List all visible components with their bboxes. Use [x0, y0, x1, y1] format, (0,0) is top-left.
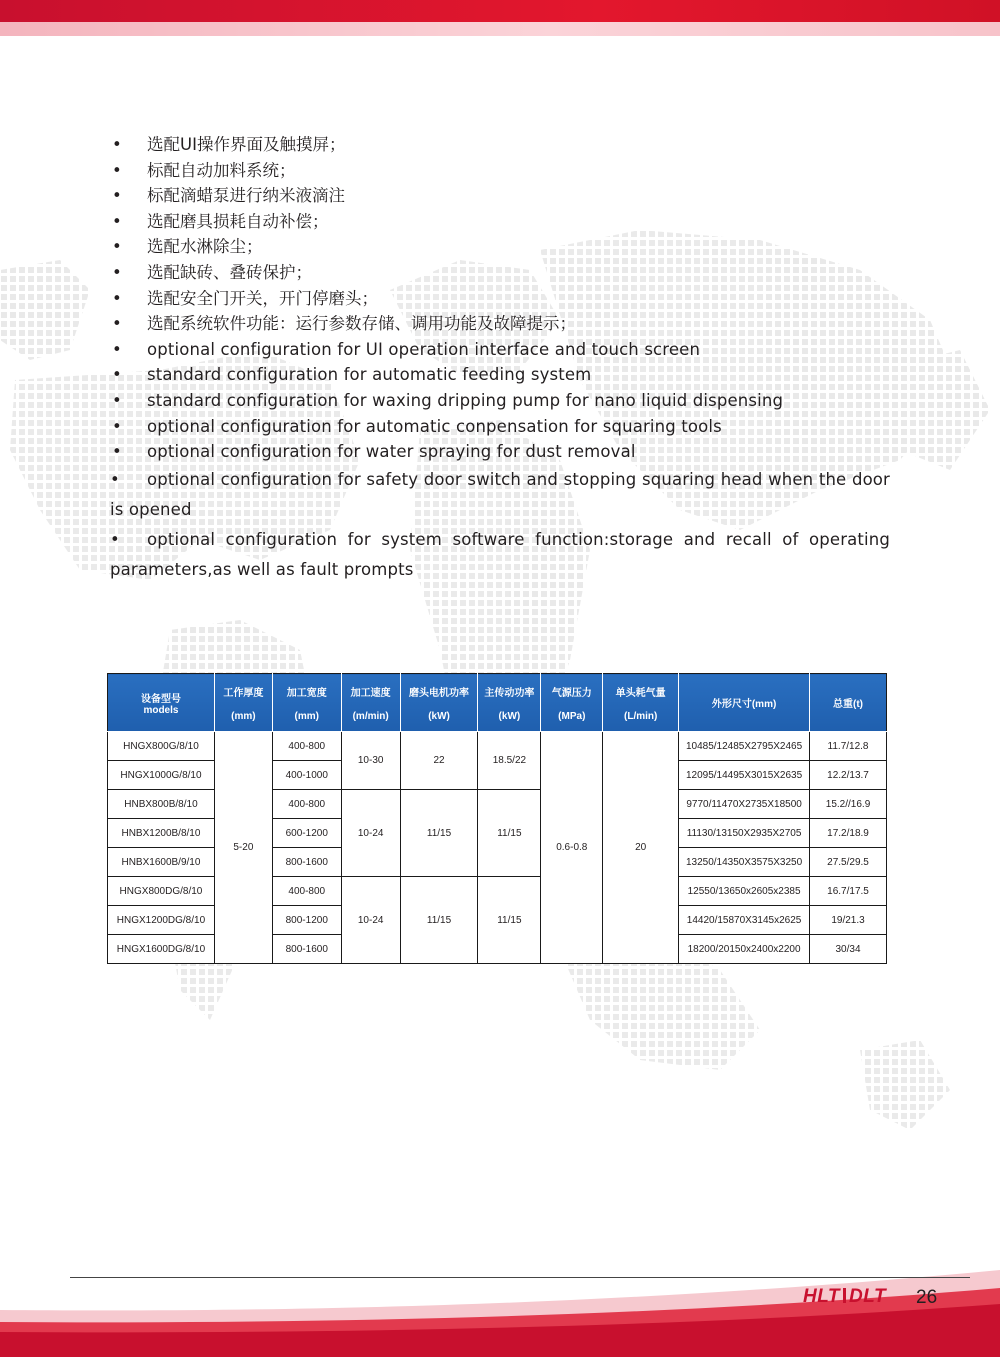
dimensions-cell: 10485/12485X2795X2465: [679, 732, 810, 761]
list-item: • 标配自动加料系统；: [112, 160, 296, 180]
list-item: • 选配安全门开关，开门停磨头；: [112, 288, 378, 308]
dimensions-cell: 11130/13150X2935X2705: [679, 819, 810, 848]
footer-divider: [70, 1277, 970, 1278]
model-cell: HNGX800DG/8/10: [108, 877, 215, 906]
thickness-cell: 5-20: [214, 732, 272, 964]
model-cell: HNGX1600DG/8/10: [108, 935, 215, 964]
footer-red-swoosh: [0, 1270, 1000, 1357]
width-cell: 800-1200: [272, 906, 341, 935]
drive-power-cell: 18.5/22: [478, 732, 541, 790]
header-air-consumption: 单头耗气量 (L/min): [603, 674, 679, 732]
weight-cell: 17.2/18.9: [810, 819, 887, 848]
specification-table: [107, 673, 887, 964]
list-item: • standard configuration for waxing dripping pump for nano liquid dispensing: [112, 390, 784, 410]
weight-cell: 11.7/12.8: [810, 732, 887, 761]
header-dimensions: 外形尺寸(mm): [679, 674, 810, 732]
width-cell: 800-1600: [272, 848, 341, 877]
table-row: [108, 732, 887, 761]
model-cell: HNBX1200B/8/10: [108, 819, 215, 848]
width-cell: 400-800: [272, 877, 341, 906]
table-header-row: [108, 674, 887, 732]
speed-cell: 10-30: [341, 732, 400, 790]
header-drive-power: 主传动功率 (kW): [478, 674, 541, 732]
list-item: • 选配UI操作界面及触摸屏；: [112, 135, 346, 154]
list-item: • standard configuration for automatic feeding system: [112, 365, 592, 385]
motor-power-cell: 11/15: [400, 877, 478, 964]
model-cell: HNBX1600B/9/10: [108, 848, 215, 877]
weight-cell: 27.5/29.5: [810, 848, 887, 877]
dimensions-cell: 13250/14350X3575X3250: [679, 848, 810, 877]
weight-cell: 16.7/17.5: [810, 877, 887, 906]
list-item: • optional configuration for safety door switch and stopping squaring head when the door is opened: [110, 469, 890, 519]
top-red-band: [0, 0, 1000, 22]
speed-cell: 10-24: [341, 790, 400, 877]
model-cell: HNGX800G/8/10: [108, 732, 215, 761]
list-item: • 选配水淋除尘；: [112, 237, 263, 257]
drive-power-cell: 11/15: [478, 790, 541, 877]
air-pressure-cell: 0.6-0.8: [541, 732, 603, 964]
page-number: 26: [916, 1287, 938, 1308]
dimensions-cell: 18200/20150x2400x2200: [679, 935, 810, 964]
top-pink-band: [0, 22, 1000, 36]
width-cell: 400-800: [272, 790, 341, 819]
weight-cell: 15.2//16.9: [810, 790, 887, 819]
model-cell: HNGX1000G/8/10: [108, 761, 215, 790]
dimensions-cell: 9770/11470X2735X18500: [679, 790, 810, 819]
model-cell: HNBX800B/8/10: [108, 790, 215, 819]
weight-cell: 12.2/13.7: [810, 761, 887, 790]
width-cell: 600-1200: [272, 819, 341, 848]
header-air-pressure: 气源压力 (MPa): [541, 674, 603, 732]
motor-power-cell: 22: [400, 732, 478, 790]
width-cell: 400-1000: [272, 761, 341, 790]
header-speed: 加工速度 (m/min): [341, 674, 400, 732]
speed-cell: 10-24: [341, 877, 400, 964]
list-item: • optional configuration for system software function:storage and recall of operating parameters,as well as fault prompts: [110, 529, 890, 579]
dimensions-cell: 14420/15870X3145x2625: [679, 906, 810, 935]
weight-cell: 30/34: [810, 935, 887, 964]
list-item: • 选配系统软件功能：运行参数存储、调用功能及故障提示；: [112, 314, 576, 334]
width-cell: 400-800: [272, 732, 341, 761]
header-width: 加工宽度 (mm): [272, 674, 341, 732]
header-motor-power: 磨头电机功率 (kW): [400, 674, 478, 732]
weight-cell: 19/21.3: [810, 906, 887, 935]
list-item: • optional configuration for automatic conpensation for squaring tools: [112, 416, 722, 436]
list-item: • optional configuration for water spraying for dust removal: [112, 442, 636, 462]
air-consumption-cell: 20: [603, 732, 679, 964]
model-cell: HNGX1200DG/8/10: [108, 906, 215, 935]
brand-logo: HLT DLT: [803, 1286, 887, 1307]
drive-power-cell: 11/15: [478, 877, 541, 964]
list-item: • 选配磨具损耗自动补偿；: [112, 211, 329, 231]
header-weight: 总重(t): [810, 674, 887, 732]
list-item: • optional configuration for UI operation interface and touch screen: [112, 339, 701, 359]
header-models: 设备型号 models: [108, 674, 215, 732]
feature-list: [110, 132, 890, 585]
motor-power-cell: 11/15: [400, 790, 478, 877]
dimensions-cell: 12550/13650x2605x2385: [679, 877, 810, 906]
list-item: • 选配缺砖、叠砖保护；: [112, 262, 312, 282]
dimensions-cell: 12095/14495X3015X2635: [679, 761, 810, 790]
list-item: • 标配滴蜡泵进行纳米液滴注: [112, 186, 345, 206]
header-thickness: 工作厚度 (mm): [214, 674, 272, 732]
width-cell: 800-1600: [272, 935, 341, 964]
